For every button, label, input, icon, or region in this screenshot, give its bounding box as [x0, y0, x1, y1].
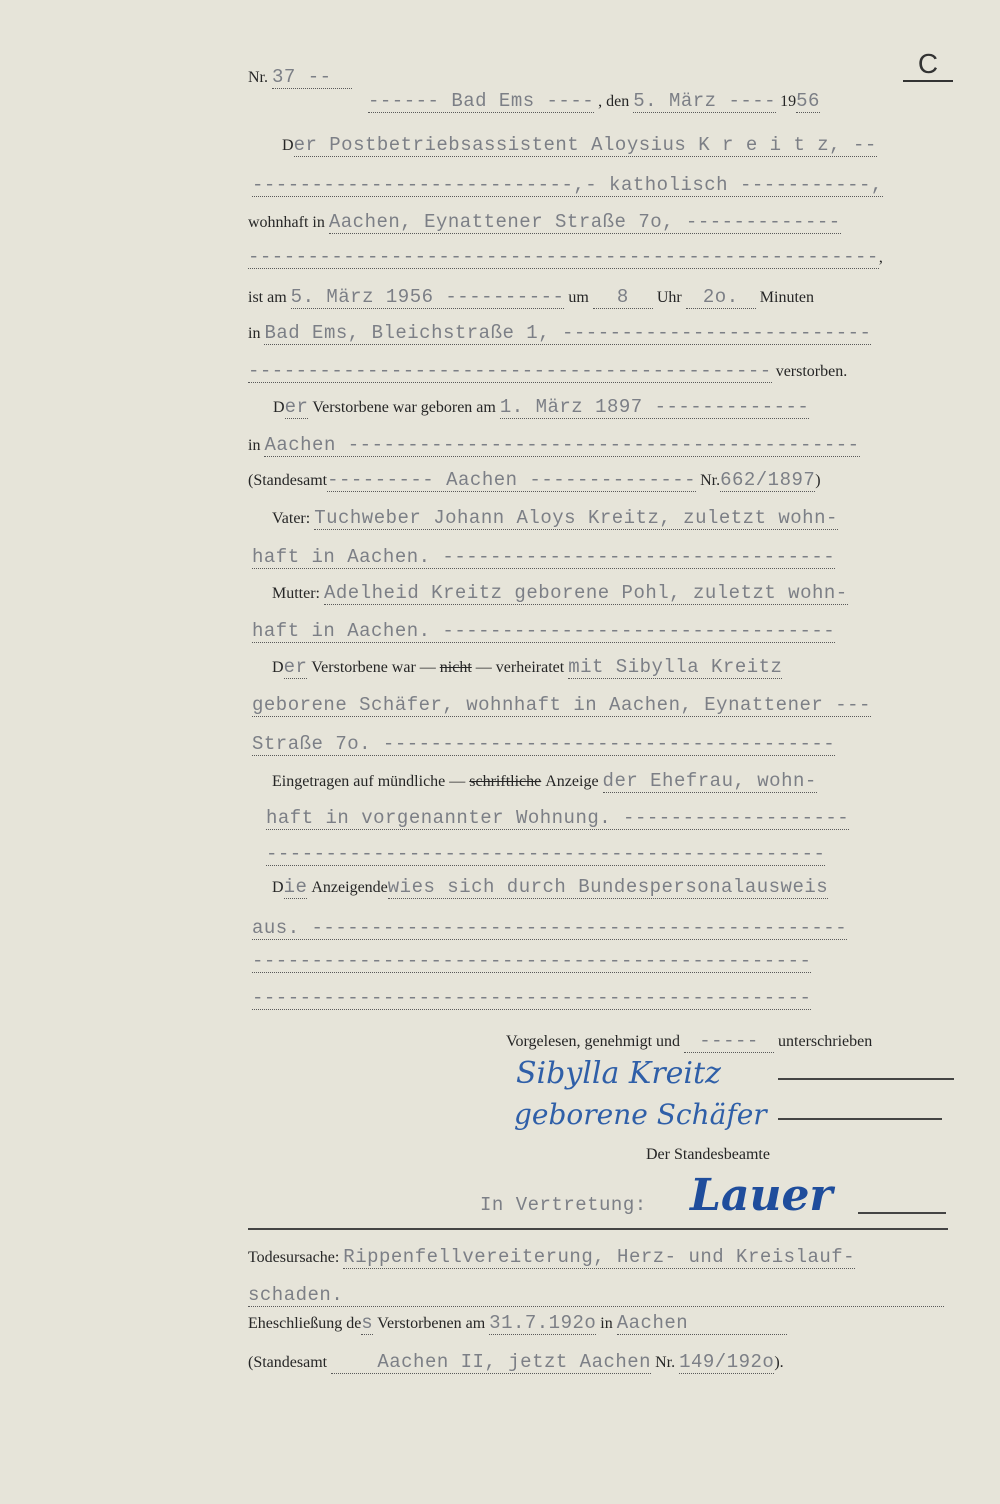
- ist-am-label: ist am: [248, 289, 287, 306]
- marriage-place: Aachen: [617, 1312, 787, 1335]
- identity-line-4: [252, 987, 811, 1010]
- section-divider: [248, 1228, 948, 1230]
- vorgelesen-line: [506, 1030, 872, 1053]
- death-place: Bad Ems, Bleichstraße 1, --------------------------: [264, 322, 872, 344]
- report-text: der Ehefrau, wohn-: [602, 770, 817, 792]
- birth-number: 662/1897: [720, 469, 816, 491]
- residence-address-2: -----------------------------------------------------: [248, 246, 879, 268]
- marital-line: [272, 656, 782, 679]
- spouse-text: mit Sibylla Kreitz: [568, 656, 783, 678]
- cause-text: Rippenfellvereiterung, Herz- und Kreislauf-: [343, 1246, 856, 1268]
- deceased-name: er Postbetriebsassistent Aloysius K r e i t z, --: [293, 134, 877, 156]
- marriage-registry-line: [248, 1351, 784, 1374]
- identity-line-2: [252, 917, 847, 940]
- religion-line: [252, 174, 883, 197]
- minuten-label: Minuten: [759, 289, 814, 306]
- father-text: Tuchweber Johann Aloys Kreitz, zuletzt wohn-: [314, 507, 838, 529]
- death-time-line: [248, 286, 814, 309]
- identity-line: [272, 876, 828, 899]
- vorgelesen-fill: -----: [684, 1030, 774, 1053]
- registry-date: 5. März ----: [633, 90, 777, 112]
- standesamt-label: (Standesamt: [248, 472, 328, 489]
- father-line: [272, 507, 838, 530]
- residence-line: [248, 211, 841, 234]
- signature-line-2: [778, 1118, 942, 1120]
- death-date: 5. März 1956 ----------: [290, 286, 565, 308]
- birth-line: [273, 396, 809, 419]
- spouse-text-3: Straße 7o. --------------------------------------: [252, 733, 836, 755]
- close-paren: ): [815, 472, 821, 489]
- eingetragen-label: Eingetragen auf mündliche —: [272, 773, 466, 790]
- mother-text-2: haft in Aachen. ---------------------------------: [252, 620, 836, 642]
- unterschrieben-label: unterschrieben: [778, 1033, 873, 1050]
- mutter-label: Mutter:: [272, 585, 320, 602]
- wohnhaft-label: wohnhaft in: [248, 214, 325, 231]
- death-place-line-2: [248, 360, 847, 383]
- informant-signature-2: geborene Schäfer: [514, 1098, 767, 1131]
- schriftliche-struck: schriftliche: [469, 773, 542, 790]
- um-label: um: [568, 289, 589, 306]
- comma: ,: [878, 249, 883, 266]
- anzeigende-label: Anzeigende: [311, 879, 388, 896]
- residence-address: Aachen, Eynattener Straße 7o, -------------: [328, 211, 841, 233]
- vater-label: Vater:: [272, 510, 311, 527]
- ehe-suffix: s: [361, 1312, 374, 1334]
- father-text-2: haft in Aachen. ---------------------------------: [252, 546, 836, 568]
- report-line-3: [266, 843, 825, 866]
- verstorbenen-label: Verstorbenen am: [377, 1315, 486, 1332]
- birth-registry-line: [248, 469, 821, 492]
- anzeige-label: Anzeige: [545, 773, 599, 790]
- d-prefix: D: [272, 879, 284, 896]
- ehe-label: Eheschließung de: [248, 1315, 362, 1332]
- signature-line-1: [778, 1078, 954, 1080]
- d-prefix: D: [272, 659, 284, 676]
- nr-label: Nr.: [248, 69, 268, 86]
- death-hour: 8: [593, 286, 653, 309]
- marriage-number: 149/192o: [679, 1351, 775, 1373]
- mother-line-2: [252, 620, 835, 643]
- registrar-signature: Lauer: [690, 1170, 833, 1221]
- marriage-date: 31.7.192o: [489, 1312, 597, 1334]
- birth-date: 1. März 1897 -------------: [499, 396, 810, 418]
- spouse-text-2: geborene Schäfer, wohnhaft in Aachen, Eynattener ---: [252, 694, 871, 716]
- cause-line-2: [248, 1284, 944, 1307]
- spouse-line-3: [252, 733, 835, 756]
- vorgelesen-label: Vorgelesen, genehmigt und: [506, 1033, 681, 1050]
- birth-registry: --------- Aachen --------------: [327, 469, 697, 491]
- uhr-label: Uhr: [656, 289, 682, 306]
- report-text-2: haft in vorgenannter Wohnung. -------------------: [266, 807, 850, 829]
- mother-text: Adelheid Kreitz geborene Pohl, zuletzt wohn-: [324, 582, 848, 604]
- report-line-2: [266, 807, 849, 830]
- identity-text: wies sich durch Bundespersonalausweis: [387, 876, 829, 898]
- standesamt-label: (Standesamt: [248, 1354, 328, 1371]
- cause-text-2: schaden.: [248, 1284, 944, 1307]
- corner-letter: C: [903, 48, 953, 82]
- year-suffix: 56: [796, 90, 820, 112]
- death-register-form: [248, 0, 953, 1504]
- nr-label: Nr.: [700, 472, 721, 489]
- in-label: in: [248, 325, 261, 342]
- identity-text-2: aus. ---------------------------------------------: [252, 917, 848, 939]
- registry-place: ------ Bad Ems ----: [368, 90, 595, 112]
- d-suffix: er: [283, 656, 308, 678]
- entry-number-line: [248, 66, 352, 89]
- d-prefix: D: [273, 399, 285, 416]
- d-prefix: D: [282, 137, 294, 154]
- identity-text-3: -----------------------------------------------: [252, 950, 812, 972]
- in-label: in: [600, 1315, 613, 1332]
- informant-signature: Sibylla Kreitz: [516, 1056, 721, 1091]
- deceased-line: [282, 134, 877, 157]
- signature-line-3: [858, 1212, 946, 1214]
- father-line-2: [252, 546, 835, 569]
- standesbeamte-label: Der Standesbeamte: [646, 1146, 770, 1163]
- marriage-record-line: [248, 1312, 787, 1335]
- geboren-label: Verstorbene war geboren am: [312, 399, 496, 416]
- report-text-3: -----------------------------------------------: [266, 843, 826, 865]
- cause-line: [248, 1246, 855, 1269]
- todesursache-label: Todesursache:: [248, 1249, 340, 1266]
- in-label: in: [248, 437, 261, 454]
- death-place-2: --------------------------------------------: [248, 360, 772, 382]
- close: ).: [774, 1354, 784, 1371]
- nr-label: Nr.: [655, 1354, 676, 1371]
- death-minutes: 2o.: [686, 286, 756, 309]
- place-date-line: [368, 90, 820, 113]
- year-prefix: 19: [780, 93, 797, 110]
- identity-line-3: [252, 950, 811, 973]
- report-line: [272, 770, 817, 793]
- verheiratet-label: — verheiratet: [475, 659, 565, 676]
- den-label: , den: [598, 93, 630, 110]
- nicht-struck: nicht: [439, 659, 472, 676]
- mother-line: [272, 582, 848, 605]
- birth-place: Aachen -------------------------------------------: [264, 434, 860, 456]
- verstorben-label: verstorben.: [775, 363, 848, 380]
- d-suffix: er: [284, 396, 309, 418]
- identity-text-4: -----------------------------------------------: [252, 987, 812, 1009]
- religion: ---------------------------,- katholisch -----------,: [252, 174, 883, 196]
- death-place-line: [248, 322, 871, 345]
- marriage-registry: Aachen II, jetzt Aachen: [331, 1351, 651, 1374]
- war-label: Verstorbene war —: [311, 659, 436, 676]
- vertretung-label: In Vertretung:: [480, 1194, 647, 1216]
- d-suffix: ie: [283, 876, 308, 898]
- entry-number: 37 --: [272, 66, 352, 89]
- spouse-line-2: [252, 694, 871, 717]
- birth-place-line: [248, 434, 860, 457]
- residence-line-2: [248, 246, 883, 269]
